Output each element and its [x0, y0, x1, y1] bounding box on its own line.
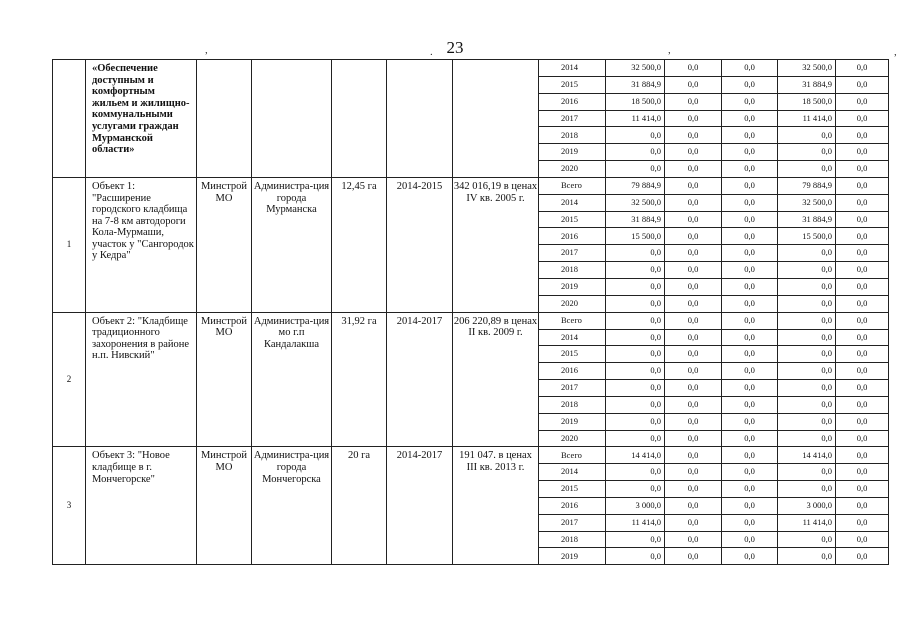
- value-other: 0,0: [836, 228, 889, 245]
- table-row: [53, 60, 889, 77]
- value-regional: 32 500,0: [778, 60, 836, 77]
- value-total: 0,0: [606, 531, 665, 548]
- object-area: 31,92 га: [332, 312, 387, 447]
- value-regional: 0,0: [778, 396, 836, 413]
- value-regional: 15 500,0: [778, 228, 836, 245]
- value-total: 0,0: [606, 396, 665, 413]
- value-regional: 0,0: [778, 312, 836, 329]
- value-total: 0,0: [606, 548, 665, 565]
- object-area: [332, 60, 387, 178]
- value-regional: 0,0: [778, 245, 836, 262]
- row-year: 2015: [539, 211, 606, 228]
- row-year: 2019: [539, 278, 606, 295]
- value-federal: 0,0: [665, 76, 722, 93]
- row-year: 2019: [539, 144, 606, 161]
- object-number: 3: [53, 447, 86, 565]
- value-municipal: 0,0: [722, 531, 778, 548]
- value-total: 0,0: [606, 481, 665, 498]
- value-federal: 0,0: [665, 228, 722, 245]
- object-cost: 342 016,19 в ценах IV кв. 2005 г.: [453, 177, 539, 312]
- table-row: [53, 177, 889, 194]
- row-year: 2017: [539, 514, 606, 531]
- value-federal: 0,0: [665, 245, 722, 262]
- value-municipal: 0,0: [722, 295, 778, 312]
- value-total: 79 884,9: [606, 177, 665, 194]
- row-year: 2016: [539, 363, 606, 380]
- value-regional: 14 414,0: [778, 447, 836, 464]
- value-regional: 0,0: [778, 262, 836, 279]
- value-federal: 0,0: [665, 430, 722, 447]
- row-year: 2020: [539, 161, 606, 178]
- value-regional: 0,0: [778, 329, 836, 346]
- row-year: 2014: [539, 329, 606, 346]
- object-name: Объект 2: "Кладбище традиционного захоронения в районе н.п. Нивский": [86, 312, 197, 447]
- scan-speck: ,: [668, 44, 671, 56]
- value-other: 0,0: [836, 161, 889, 178]
- value-regional: 0,0: [778, 144, 836, 161]
- value-total: 0,0: [606, 278, 665, 295]
- table-row: [53, 447, 889, 464]
- value-other: 0,0: [836, 447, 889, 464]
- value-regional: 11 414,0: [778, 514, 836, 531]
- value-total: 0,0: [606, 380, 665, 397]
- row-year: 2014: [539, 60, 606, 77]
- row-year: 2016: [539, 497, 606, 514]
- value-federal: 0,0: [665, 93, 722, 110]
- value-municipal: 0,0: [722, 228, 778, 245]
- value-total: 11 414,0: [606, 110, 665, 127]
- value-other: 0,0: [836, 76, 889, 93]
- value-regional: 79 884,9: [778, 177, 836, 194]
- value-municipal: 0,0: [722, 346, 778, 363]
- value-total: 14 414,0: [606, 447, 665, 464]
- row-year: 2018: [539, 262, 606, 279]
- value-regional: 0,0: [778, 531, 836, 548]
- row-year: 2017: [539, 110, 606, 127]
- object-number: 1: [53, 177, 86, 312]
- value-regional: 0,0: [778, 295, 836, 312]
- value-regional: 31 884,9: [778, 211, 836, 228]
- value-other: 0,0: [836, 380, 889, 397]
- object-number: [53, 60, 86, 178]
- value-other: 0,0: [836, 413, 889, 430]
- value-regional: 0,0: [778, 363, 836, 380]
- value-other: 0,0: [836, 363, 889, 380]
- value-municipal: 0,0: [722, 413, 778, 430]
- value-total: 0,0: [606, 346, 665, 363]
- row-year: 2019: [539, 548, 606, 565]
- row-year: 2016: [539, 228, 606, 245]
- value-federal: 0,0: [665, 413, 722, 430]
- row-year: Всего: [539, 177, 606, 194]
- object-period: 2014-2017: [387, 312, 453, 447]
- value-federal: 0,0: [665, 262, 722, 279]
- value-federal: 0,0: [665, 211, 722, 228]
- value-total: 0,0: [606, 161, 665, 178]
- value-municipal: 0,0: [722, 194, 778, 211]
- value-federal: 0,0: [665, 60, 722, 77]
- value-federal: 0,0: [665, 161, 722, 178]
- object-developer: Администра-ция мо г.п Кандалакша: [252, 312, 332, 447]
- value-regional: 11 414,0: [778, 110, 836, 127]
- table-row: [53, 312, 889, 329]
- value-other: 0,0: [836, 396, 889, 413]
- object-cost: 191 047. в ценах III кв. 2013 г.: [453, 447, 539, 565]
- row-year: 2018: [539, 396, 606, 413]
- value-federal: 0,0: [665, 295, 722, 312]
- value-federal: 0,0: [665, 447, 722, 464]
- object-name: Объект 3: "Новое кладбище в г. Мончегорске": [86, 447, 197, 565]
- value-regional: 0,0: [778, 346, 836, 363]
- row-year: 2015: [539, 76, 606, 93]
- value-other: 0,0: [836, 295, 889, 312]
- value-federal: 0,0: [665, 177, 722, 194]
- object-customer: Минстрой МО: [197, 312, 252, 447]
- object-customer: [197, 60, 252, 178]
- value-municipal: 0,0: [722, 548, 778, 565]
- value-federal: 0,0: [665, 127, 722, 144]
- value-total: 0,0: [606, 245, 665, 262]
- value-other: 0,0: [836, 262, 889, 279]
- value-regional: 0,0: [778, 481, 836, 498]
- value-municipal: 0,0: [722, 177, 778, 194]
- value-federal: 0,0: [665, 514, 722, 531]
- program-objects-table: [52, 59, 889, 565]
- value-municipal: 0,0: [722, 278, 778, 295]
- value-municipal: 0,0: [722, 245, 778, 262]
- value-total: 0,0: [606, 413, 665, 430]
- value-total: 18 500,0: [606, 93, 665, 110]
- value-other: 0,0: [836, 497, 889, 514]
- value-municipal: 0,0: [722, 514, 778, 531]
- value-municipal: 0,0: [722, 380, 778, 397]
- object-customer: Минстрой МО: [197, 177, 252, 312]
- value-municipal: 0,0: [722, 447, 778, 464]
- row-year: 2014: [539, 194, 606, 211]
- value-federal: 0,0: [665, 363, 722, 380]
- row-year: 2017: [539, 245, 606, 262]
- row-year: Всего: [539, 447, 606, 464]
- row-year: 2018: [539, 127, 606, 144]
- value-other: 0,0: [836, 93, 889, 110]
- value-other: 0,0: [836, 514, 889, 531]
- value-federal: 0,0: [665, 144, 722, 161]
- object-period: 2014-2015: [387, 177, 453, 312]
- value-other: 0,0: [836, 464, 889, 481]
- row-year: Всего: [539, 312, 606, 329]
- value-regional: 18 500,0: [778, 93, 836, 110]
- value-regional: 0,0: [778, 464, 836, 481]
- value-total: 0,0: [606, 464, 665, 481]
- value-regional: 0,0: [778, 380, 836, 397]
- value-municipal: 0,0: [722, 76, 778, 93]
- value-municipal: 0,0: [722, 127, 778, 144]
- value-federal: 0,0: [665, 329, 722, 346]
- value-regional: 0,0: [778, 161, 836, 178]
- value-municipal: 0,0: [722, 363, 778, 380]
- row-year: 2017: [539, 380, 606, 397]
- value-other: 0,0: [836, 481, 889, 498]
- value-federal: 0,0: [665, 464, 722, 481]
- page-number: 23: [446, 38, 464, 57]
- row-year: 2015: [539, 346, 606, 363]
- value-total: 0,0: [606, 262, 665, 279]
- object-cost: 206 220,89 в ценах II кв. 2009 г.: [453, 312, 539, 447]
- value-federal: 0,0: [665, 548, 722, 565]
- object-developer: Администра-ция города Мончегорска: [252, 447, 332, 565]
- row-year: 2020: [539, 295, 606, 312]
- row-year: 2015: [539, 481, 606, 498]
- value-other: 0,0: [836, 531, 889, 548]
- value-municipal: 0,0: [722, 497, 778, 514]
- value-total: 0,0: [606, 127, 665, 144]
- value-other: 0,0: [836, 177, 889, 194]
- value-regional: 0,0: [778, 413, 836, 430]
- value-regional: 0,0: [778, 548, 836, 565]
- value-federal: 0,0: [665, 531, 722, 548]
- value-municipal: 0,0: [722, 396, 778, 413]
- value-federal: 0,0: [665, 312, 722, 329]
- value-total: 0,0: [606, 329, 665, 346]
- value-federal: 0,0: [665, 380, 722, 397]
- value-municipal: 0,0: [722, 110, 778, 127]
- value-regional: 0,0: [778, 127, 836, 144]
- value-other: 0,0: [836, 548, 889, 565]
- value-total: 15 500,0: [606, 228, 665, 245]
- value-municipal: 0,0: [722, 262, 778, 279]
- object-area: 20 га: [332, 447, 387, 565]
- value-other: 0,0: [836, 346, 889, 363]
- object-period: [387, 60, 453, 178]
- value-other: 0,0: [836, 278, 889, 295]
- object-number: 2: [53, 312, 86, 447]
- value-total: 0,0: [606, 363, 665, 380]
- object-period: 2014-2017: [387, 447, 453, 565]
- value-municipal: 0,0: [722, 144, 778, 161]
- value-regional: 0,0: [778, 278, 836, 295]
- value-municipal: 0,0: [722, 464, 778, 481]
- row-year: 2018: [539, 531, 606, 548]
- value-federal: 0,0: [665, 481, 722, 498]
- object-customer: Минстрой МО: [197, 447, 252, 565]
- object-developer: Администра-ция города Мурманска: [252, 177, 332, 312]
- value-total: 0,0: [606, 430, 665, 447]
- value-municipal: 0,0: [722, 211, 778, 228]
- value-total: 32 500,0: [606, 60, 665, 77]
- value-other: 0,0: [836, 312, 889, 329]
- value-total: 0,0: [606, 144, 665, 161]
- object-developer: [252, 60, 332, 178]
- value-municipal: 0,0: [722, 161, 778, 178]
- value-total: 31 884,9: [606, 211, 665, 228]
- value-total: 3 000,0: [606, 497, 665, 514]
- value-total: 0,0: [606, 312, 665, 329]
- value-total: 32 500,0: [606, 194, 665, 211]
- value-other: 0,0: [836, 329, 889, 346]
- value-other: 0,0: [836, 60, 889, 77]
- value-federal: 0,0: [665, 497, 722, 514]
- scan-speck: ,: [205, 44, 208, 56]
- row-year: 2019: [539, 413, 606, 430]
- value-federal: 0,0: [665, 396, 722, 413]
- value-federal: 0,0: [665, 194, 722, 211]
- row-year: 2014: [539, 464, 606, 481]
- object-cost: [453, 60, 539, 178]
- value-other: 0,0: [836, 194, 889, 211]
- value-regional: 31 884,9: [778, 76, 836, 93]
- scan-speck: ,: [894, 46, 897, 58]
- object-name: Объект 1: "Расширение городского кладбища на 7-8 км автодороги Кола-Мурмаши, участок у "Сангородок у Кедра": [86, 177, 197, 312]
- value-municipal: 0,0: [722, 481, 778, 498]
- value-total: 0,0: [606, 295, 665, 312]
- object-name: «Обеспечение доступным и комфортным жильем и жилищно-коммунальными услугами граждан Мурманской области»: [86, 60, 197, 178]
- row-year: 2016: [539, 93, 606, 110]
- value-total: 31 884,9: [606, 76, 665, 93]
- value-regional: 0,0: [778, 430, 836, 447]
- value-federal: 0,0: [665, 110, 722, 127]
- value-municipal: 0,0: [722, 93, 778, 110]
- value-other: 0,0: [836, 430, 889, 447]
- scan-speck: .: [430, 46, 433, 58]
- object-area: 12,45 га: [332, 177, 387, 312]
- value-federal: 0,0: [665, 346, 722, 363]
- value-municipal: 0,0: [722, 430, 778, 447]
- value-regional: 32 500,0: [778, 194, 836, 211]
- value-other: 0,0: [836, 144, 889, 161]
- value-other: 0,0: [836, 211, 889, 228]
- value-other: 0,0: [836, 127, 889, 144]
- value-federal: 0,0: [665, 278, 722, 295]
- value-municipal: 0,0: [722, 60, 778, 77]
- value-total: 11 414,0: [606, 514, 665, 531]
- value-other: 0,0: [836, 110, 889, 127]
- value-municipal: 0,0: [722, 312, 778, 329]
- row-year: 2020: [539, 430, 606, 447]
- value-other: 0,0: [836, 245, 889, 262]
- value-municipal: 0,0: [722, 329, 778, 346]
- value-regional: 3 000,0: [778, 497, 836, 514]
